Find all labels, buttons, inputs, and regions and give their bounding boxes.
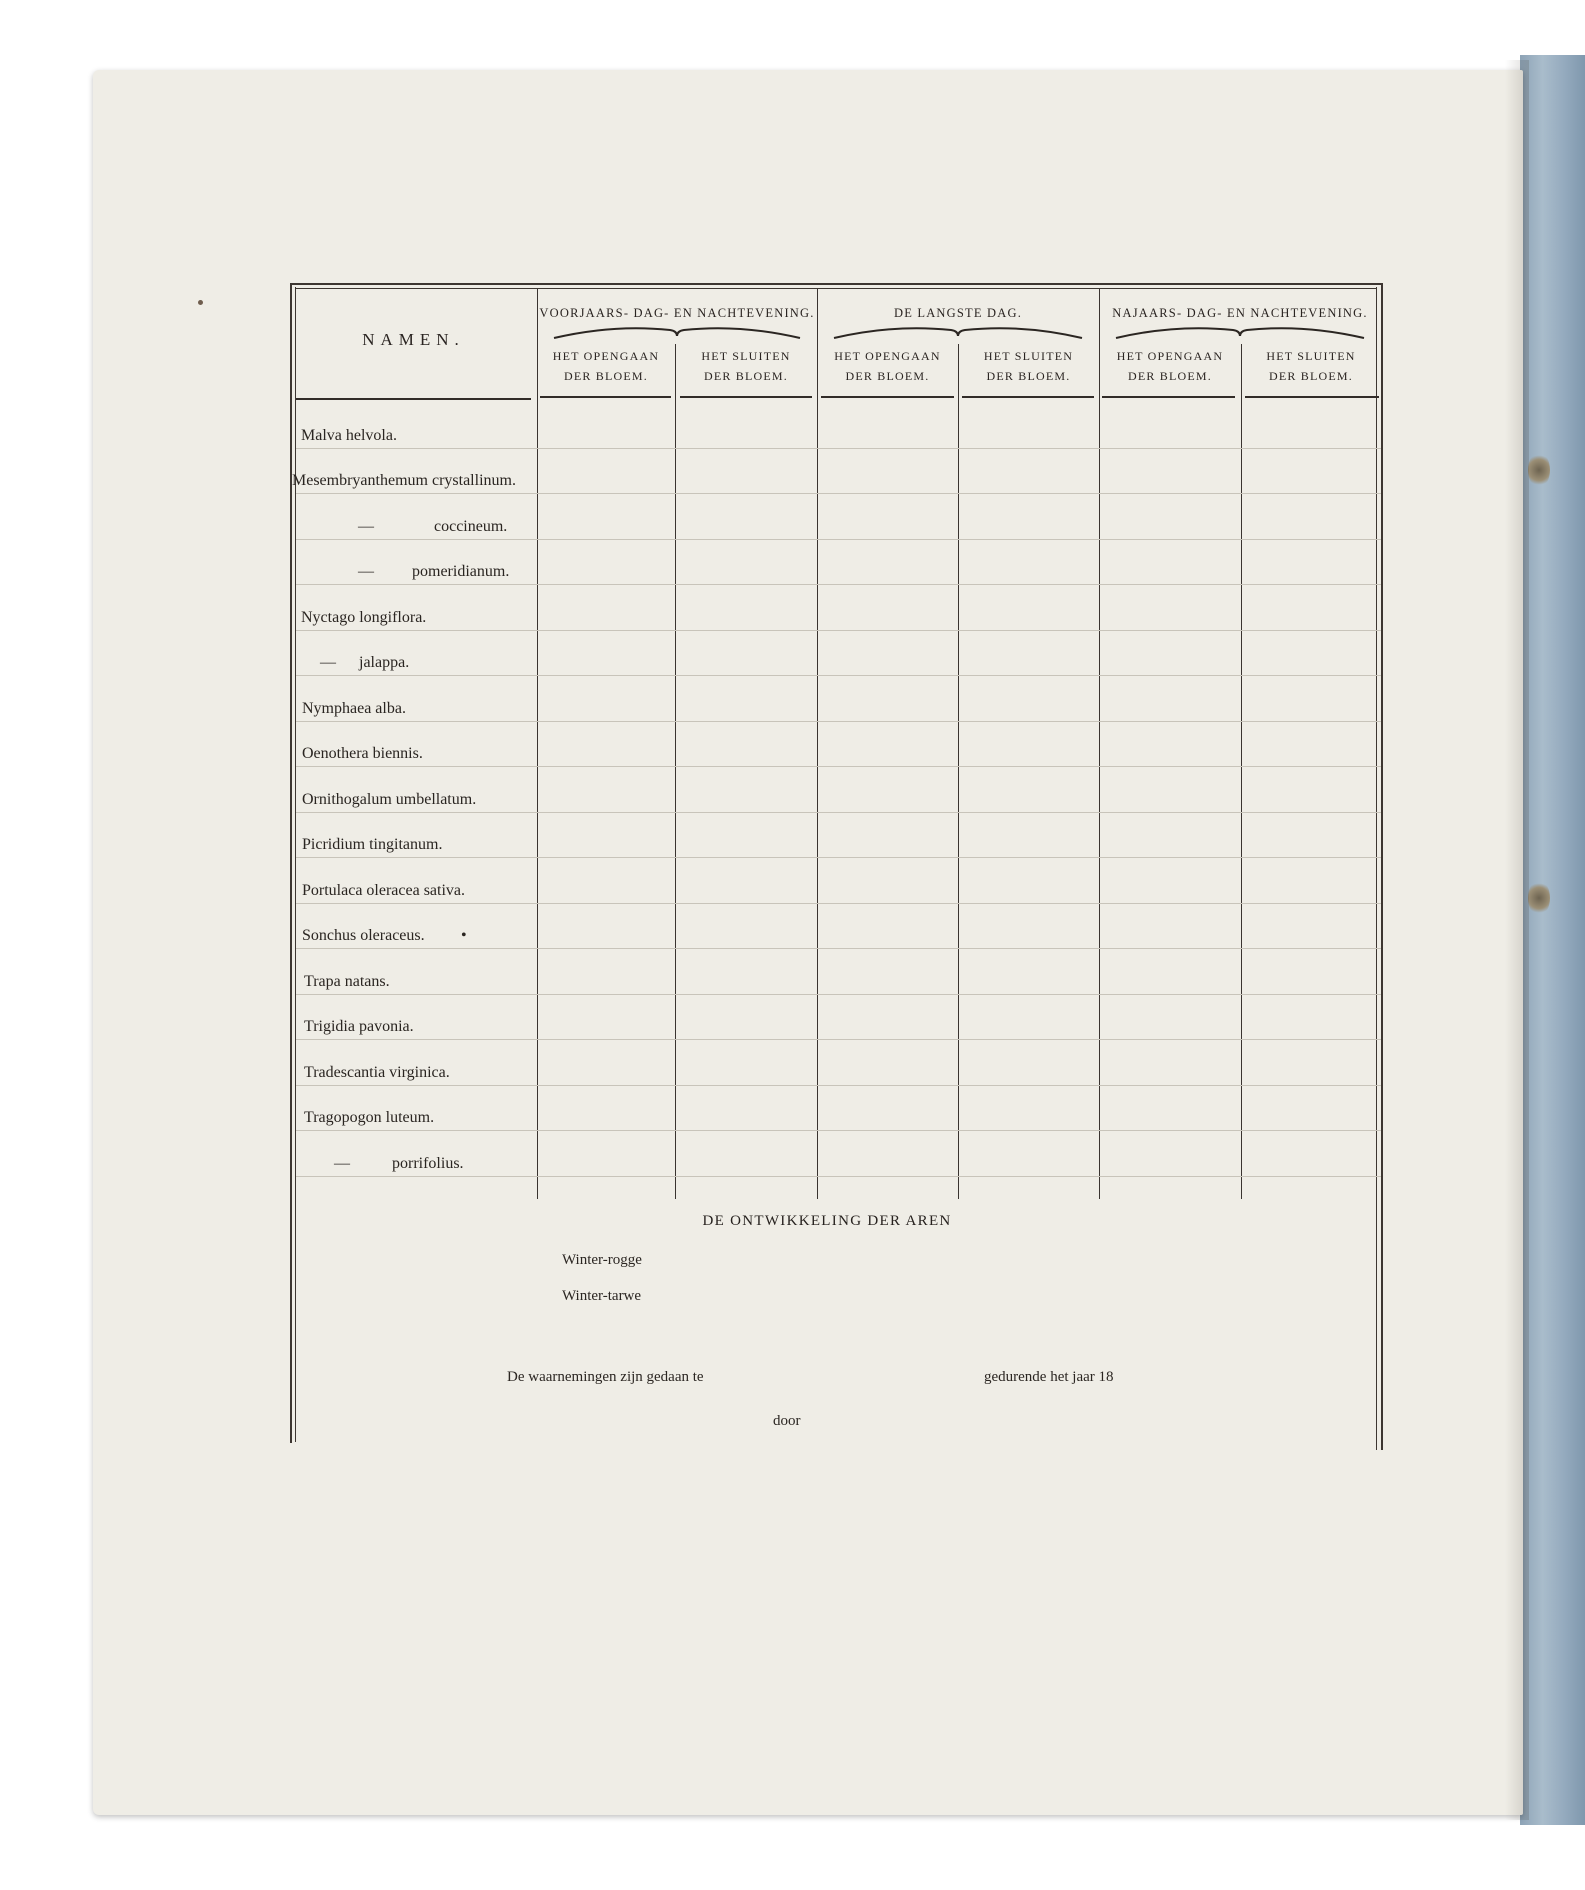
species-dash: — (358, 518, 374, 535)
group-title-spring: VOORJAARS- DAG- EN NACHTEVENING. (539, 306, 815, 320)
binding-thread (1528, 880, 1550, 916)
row-rule (296, 539, 1381, 540)
row-rule (296, 721, 1381, 722)
crop-label: Winter-tarwe (562, 1288, 642, 1304)
row-rule (296, 493, 1381, 494)
species-name: coccineum. (434, 518, 508, 535)
species-name: Nymphaea alba. (302, 700, 406, 717)
group-brace (552, 322, 802, 344)
row-rule (296, 448, 1381, 449)
species-name: Picridium tingitanum. (302, 836, 443, 853)
book-cover (1520, 55, 1585, 1825)
species-name: Trigidia pavonia. (304, 1018, 414, 1035)
species-name: porrifolius. (392, 1155, 464, 1172)
row-rule (296, 857, 1381, 858)
crop-label: Winter-rogge (562, 1252, 642, 1268)
observer-text: door (773, 1413, 801, 1429)
row-rule (296, 630, 1381, 631)
subheader-opening: HET OPENGAAN DER BLOEM. (552, 349, 660, 383)
species-name: Ornithogalum umbellatum. (302, 791, 477, 808)
species-dash: — (334, 1155, 350, 1172)
table-frame (290, 283, 1383, 1450)
column-divider (817, 289, 818, 1199)
species-name: Tragopogon luteum. (304, 1109, 435, 1126)
row-rule (296, 584, 1381, 585)
species-name: pomeridianum. (412, 563, 510, 580)
row-rule (296, 812, 1381, 813)
species-name: Mesembryanthemum crystallinum. (292, 472, 516, 489)
row-rule (296, 1176, 1381, 1177)
row-rule (296, 903, 1381, 904)
row-rule (296, 948, 1381, 949)
species-name: Portulaca oleracea sativa. (302, 882, 466, 899)
group-brace (832, 322, 1084, 344)
species-name: Malva helvola. (301, 427, 397, 444)
column-divider (675, 344, 676, 1199)
year-text: gedurende het jaar 18 (984, 1369, 1114, 1385)
header-rule (540, 396, 671, 398)
subheader-closing: HET SLUITEN DER BLOEM. (1266, 349, 1356, 383)
species-name: Tradescantia virginica. (304, 1064, 450, 1081)
header-rule (1245, 396, 1379, 398)
observations-text: De waarnemingen zijn gedaan te (507, 1369, 704, 1385)
ink-mark: • (461, 927, 467, 944)
ink-speck (198, 300, 203, 305)
column-divider (537, 289, 538, 1199)
subheader-closing: HET SLUITEN DER BLOEM. (983, 349, 1074, 383)
subheader-opening: HET OPENGAAN DER BLOEM. (834, 349, 941, 383)
species-name: jalappa. (359, 654, 410, 671)
row-rule (296, 1130, 1381, 1131)
species-name: Nyctago longiflora. (301, 609, 427, 626)
row-rule (296, 1085, 1381, 1086)
page-edge-shadow (1505, 60, 1529, 1820)
group-title-longest-day: DE LANGSTE DAG. (893, 306, 1023, 320)
header-rule (1102, 396, 1235, 398)
species-name: Oenothera biennis. (302, 745, 423, 762)
subheader-closing: HET SLUITEN DER BLOEM. (701, 349, 791, 383)
header-rule (821, 396, 954, 398)
species-dash: — (358, 563, 374, 580)
section-title: DE ONTWIKKELING DER AREN (702, 1213, 952, 1229)
column-divider (1241, 344, 1242, 1199)
row-rule (296, 675, 1381, 676)
species-name: Sonchus oleraceus. (302, 927, 425, 944)
row-rule (296, 994, 1381, 995)
species-name: Trapa natans. (304, 973, 390, 990)
header-rule (680, 396, 812, 398)
header-rule (962, 396, 1094, 398)
group-brace (1114, 322, 1366, 344)
row-rule (296, 766, 1381, 767)
header-rule (296, 398, 531, 400)
group-title-autumn: NAJAARS- DAG- EN NACHTEVENING. (1112, 306, 1368, 320)
binding-thread (1528, 452, 1550, 488)
names-header: NAMEN. (362, 330, 465, 349)
species-dash: — (320, 654, 336, 671)
subheader-opening: HET OPENGAAN DER BLOEM. (1116, 349, 1224, 383)
column-divider (1099, 289, 1100, 1199)
row-rule (296, 1039, 1381, 1040)
column-divider (958, 344, 959, 1199)
